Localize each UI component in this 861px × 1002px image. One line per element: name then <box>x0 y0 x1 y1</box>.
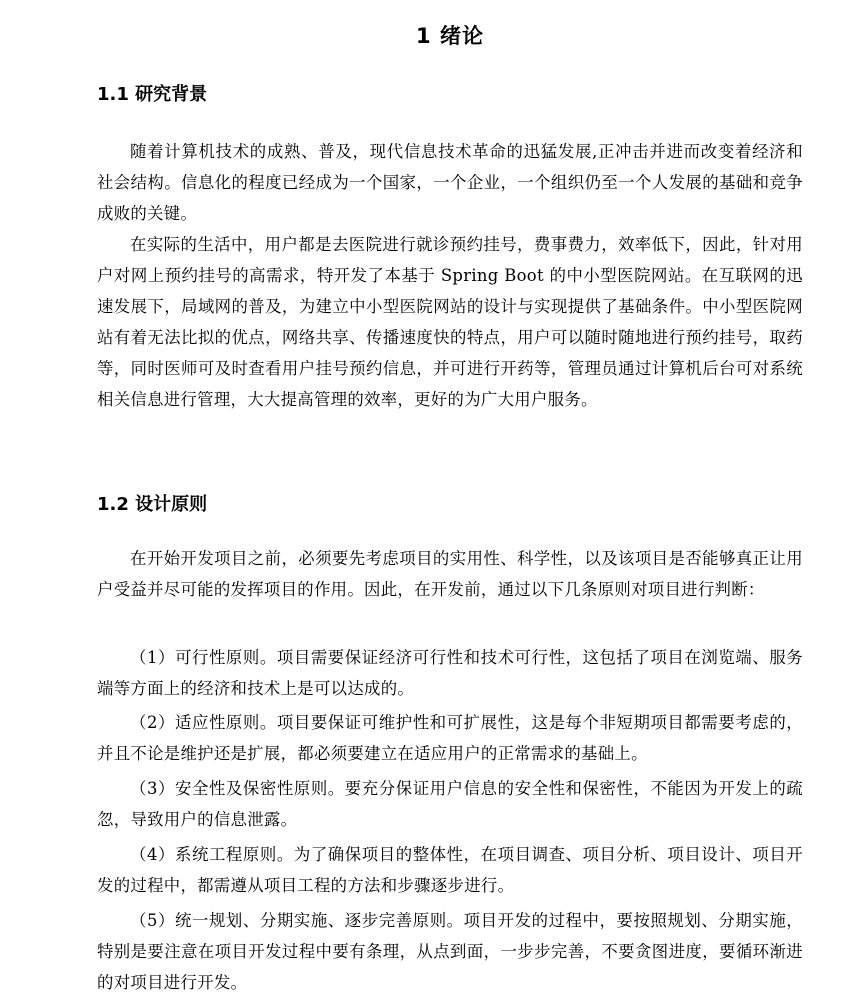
section-title-design-principles: 1.2 设计原则 <box>97 494 208 515</box>
principle-item: （5）统一规划、分期实施、逐步完善原则。项目开发的过程中，要按照规划、分期实施，特别是要注意在项目开发过程中要有条理，从点到面，一步步完善，不要贪图进度，要循环渐进的对项目进行开发。 <box>97 911 803 992</box>
section-title-research-background: 1.1 研究背景 <box>97 84 208 105</box>
paragraph: 在实际的生活中，用户都是去医院进行就诊预约挂号，费事费力，效率低下，因此，针对用户对网上预约挂号的高需求，特开发了本基于 Spring Boot 的中小型医院网站。在互联网的迅速发展下，局域网的普及，为建立中小型医院网站的设计与实现提供了基础条件。中小型医院网站有着无法比拟的优点，网络共享、传播速度快的特点，用户可以随时随地进行预约挂号，取药等，同时医师可及时查看用户挂号预约信息，并可进行开药等，管理员通过计算机后台可对系统相关信息进行管理，大大提高管理的效率，更好的为广大用户服务。 <box>97 235 803 409</box>
paragraph: 随着计算机技术的成熟、普及，现代信息技术革命的迅猛发展,正冲击并进而改变着经济和社会结构。信息化的程度已经成为一个国家，一个企业，一个组织仍至一个人发展的基础和竞争成败的关键。 <box>97 142 803 223</box>
principle-item: （2）适应性原则。项目要保证可维护性和可扩展性，这是每个非短期项目都需要考虑的，并且不论是维护还是扩展，都必须要建立在适应用户的正常需求的基础上。 <box>97 713 803 763</box>
paragraph: 在开始开发项目之前，必须要先考虑项目的实用性、科学性，以及该项目是否能够真正让用户受益并尽可能的发挥项目的作用。因此，在开发前，通过以下几条原则对项目进行判断： <box>97 549 803 599</box>
chapter-title: 1 绪论 <box>416 24 484 48</box>
principle-item: （4）系统工程原则。为了确保项目的整体性，在项目调查、项目分析、项目设计、项目开发的过程中，都需遵从项目工程的方法和步骤逐步进行。 <box>97 845 803 895</box>
principle-item: （3）安全性及保密性原则。要充分保证用户信息的安全性和保密性，不能因为开发上的疏忽，导致用户的信息泄露。 <box>97 779 803 829</box>
principle-item: （1）可行性原则。项目需要保证经济可行性和技术可行性，这包括了项目在浏览端、服务端等方面上的经济和技术上是可以达成的。 <box>97 648 803 698</box>
